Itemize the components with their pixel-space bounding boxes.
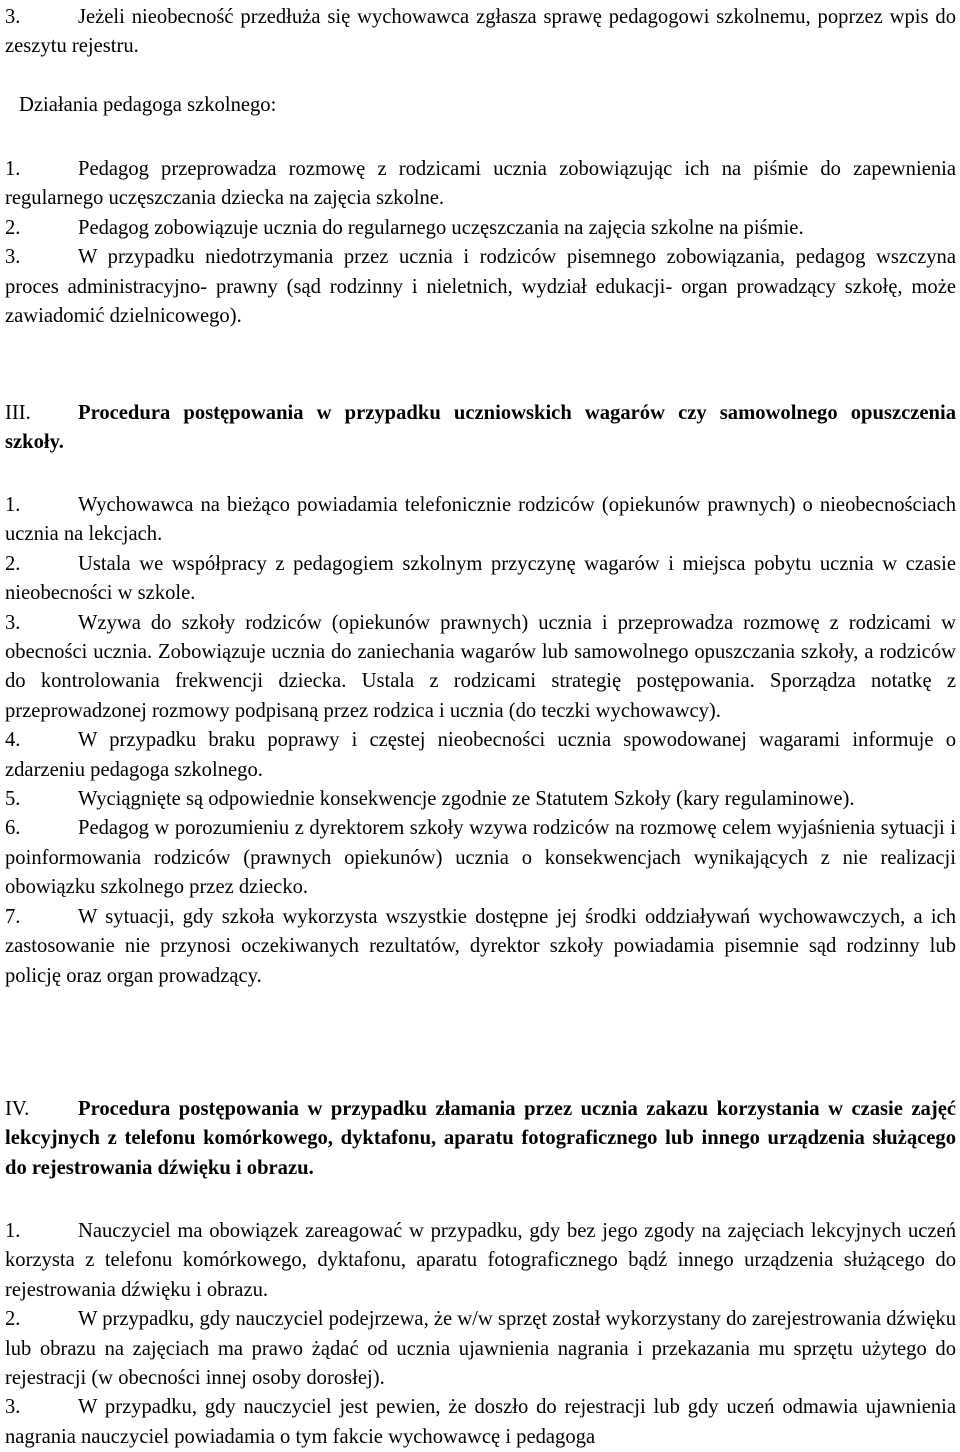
list-item-number: 2.	[5, 216, 21, 239]
list-item-number: 3.	[5, 611, 21, 634]
list-item-text: Wzywa do szkoły rodziców (opiekunów prawnych) ucznia i przeprowadza rozmowę z rodzicami w obecności ucznia. Zobowiązuje ucznia do zaniechania wagarów lub samowolnego opuszczania szkoły, a rodziców do kontrolowania frekwencji dziecka. Ustala z rodzicami strategię postępowania. Sporządza notatkę z przeprowadzonej rozmowy podpisaną przez rodzica i ucznia (do teczki wychowawcy).	[5, 611, 956, 722]
list-item	[5, 491, 956, 550]
list-item-text: Jeżeli nieobecność przedłuża się wychowawca zgłasza sprawę pedagogowi szkolnemu, poprzez wpis do zeszytu rejestru.	[5, 6, 956, 58]
section-iv-list	[5, 1217, 956, 1452]
list-item-text: Pedagog przeprowadza rozmowę z rodzicami ucznia zobowiązując ich na piśmie do zapewnienia regularnego uczęszczania dziecka na zajęcia szkolne.	[5, 158, 956, 210]
list-item-number: 4.	[5, 729, 21, 752]
section-iv-heading	[5, 1095, 956, 1183]
list-item-text: Ustala we współpracy z pedagogiem szkolnym przyczynę wagarów i miejsca pobytu ucznia w czasie nieobecności w szkole.	[5, 552, 956, 605]
list-item-text: Nauczyciel ma obowiązek zareagować w przypadku, gdy bez jego zgody na zajęciach lekcyjnych uczeń korzysta z telefonu komórkowego, dyktafonu, aparatu fotograficznego bądź innego urządzenia służącego do rejestrowania dźwięku i obrazu.	[5, 1220, 956, 1301]
list-item	[5, 214, 956, 243]
list-item-text: Pedagog zobowiązuje ucznia do regularnego uczęszczania na zajęcia szkolne na piśmie.	[78, 216, 804, 239]
list-item	[5, 903, 956, 991]
list-item-number: 6.	[5, 817, 21, 840]
list-item-text: Pedagog w porozumieniu z dyrektorem szkoły wzywa rodziców na rozmowę celem wyjaśnienia sytuacji i poinformowania rodziców (prawnych opiekunów) ucznia o konsekwencjach wynikających z nie realizacji obowiązku szkolnego przez dziecko.	[5, 817, 956, 899]
list-item	[5, 814, 956, 902]
section-iii-list	[5, 491, 956, 991]
list-item	[5, 1393, 956, 1452]
list-item	[5, 726, 956, 785]
list-item-number: 1.	[5, 494, 21, 516]
list-item-text: Wyciągnięte są odpowiednie konsekwencje zgodnie ze Statutem Szkoły (kary regulaminowe).	[78, 788, 855, 811]
list-item-number: 1.	[5, 1220, 21, 1242]
section-iii-heading	[5, 399, 956, 458]
section-number: IV.	[5, 1098, 30, 1120]
pedagog-section-list	[5, 155, 956, 331]
list-item-text: W przypadku braku poprawy i częstej nieobecności ucznia spowodowanej wagarami informuje o zdarzeniu pedagoga szkolnego.	[5, 729, 956, 781]
list-item-text: W przypadku niedotrzymania przez ucznia i rodziców pisemnego zobowiązania, pedagog wszczyna proces administracyjno- prawny (sąd rodzinny i nieletnich, wydział edukacji- organ prowadzący szkołę, może zawiadomić dzielnicowego).	[5, 246, 956, 328]
list-item	[5, 155, 956, 214]
list-item-text: W przypadku, gdy nauczyciel jest pewien, że doszło do rejestracji lub gdy uczeń odmawia ujawnienia nagrania nauczyciel powiadamia o tym fakcie wychowawcę i pedagoga	[5, 1396, 956, 1448]
intro-list	[5, 3, 956, 62]
list-item-number: 2.	[5, 552, 21, 575]
list-item	[5, 243, 956, 331]
section-title: Procedura postępowania w przypadku uczniowskich wagarów czy samowolnego opuszczenia szkoły.	[5, 402, 956, 454]
list-item-number: 7.	[5, 905, 21, 928]
list-item-number: 3.	[5, 6, 21, 28]
list-item-text: Wychowawca na bieżąco powiadamia telefonicznie rodziców (opiekunów prawnych) o nieobecnościach ucznia na lekcjach.	[5, 494, 956, 546]
list-item-text: W sytuacji, gdy szkoła wykorzysta wszystkie dostępne jej środki oddziaływań wychowawczych, a ich zastosowanie nie przynosi oczekiwanych rezultatów, dyrektor szkoły powiadamia pisemnie sąd rodzinny lub policję oraz organ prowadzący.	[5, 905, 956, 987]
section-title: Procedura postępowania w przypadku złamania przez ucznia zakazu korzystania w czasie zajęć lekcyjnych z telefonu komórkowego, dyktafonu, aparatu fotograficznego lub innego urządzenia służącego do rejestrowania dźwięku i obrazu.	[5, 1098, 956, 1179]
list-item-number: 3.	[5, 1396, 21, 1419]
list-item-number: 2.	[5, 1308, 21, 1331]
list-item	[5, 1305, 956, 1393]
list-item	[5, 550, 956, 609]
section-label: Działania pedagoga szkolnego:	[19, 94, 277, 116]
list-item-text: W przypadku, gdy nauczyciel podejrzewa, że w/w sprzęt został wykorzystany do zarejestrowania dźwięku lub obrazu na zajęciach ma prawo żądać od ucznia ujawnienia nagrania i przekazania mu sprzętu użytego do rejestracji (w obecności innej osoby dorosłej).	[5, 1308, 956, 1390]
list-item-number: 5.	[5, 788, 21, 811]
list-item-number: 3.	[5, 246, 21, 269]
list-item	[5, 1217, 956, 1305]
section-number: III.	[5, 402, 31, 424]
pedagog-section-label	[5, 91, 956, 120]
list-item	[5, 3, 956, 62]
list-item	[5, 609, 956, 727]
list-item-number: 1.	[5, 158, 21, 180]
list-item	[5, 785, 956, 814]
